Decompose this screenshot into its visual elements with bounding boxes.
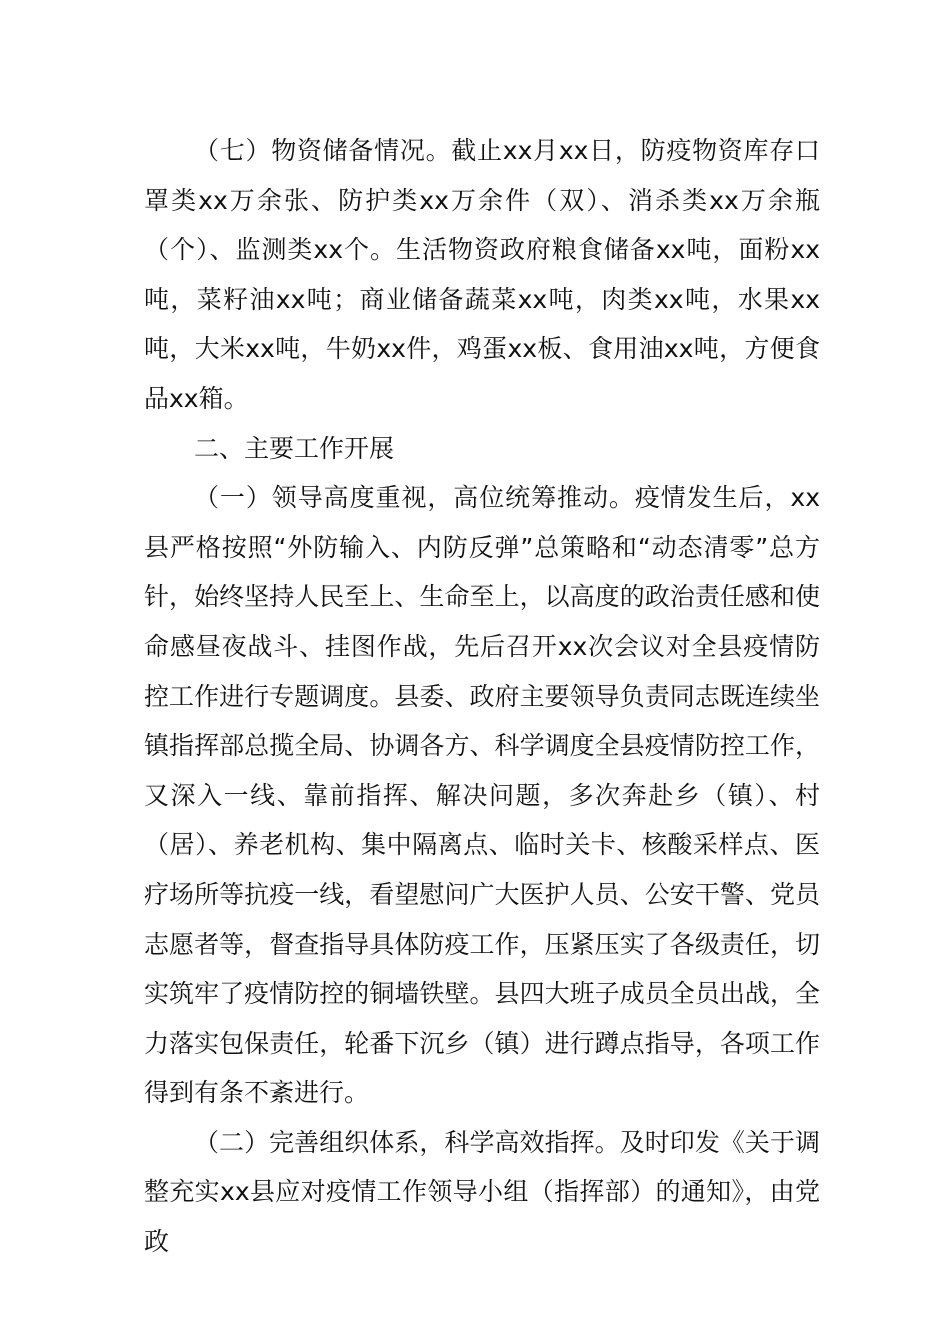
paragraph-material-reserves: （七）物资储备情况。截止xx月xx日，防疫物资库存口罩类xx万余张、防护类xx万余件（双）、消杀类xx万余瓶（个）、监测类xx个。生活物资政府粮食储备xx吨，面粉xx吨，菜籽油xx吨；商业储备蔬菜xx吨，肉类xx吨，水果xx吨，大米xx吨，牛奶xx件，鸡蛋xx板、食用油xx吨，方便食品xx箱。: [144, 136, 820, 413]
section-heading-main-work: 二、主要工作开展: [194, 433, 395, 463]
document-body: [144, 126, 820, 1267]
paragraph-leadership: （一）领导高度重视，高位统筹推动。疫情发生后，xx县严格按照“外防输入、内防反弹”总策略和“动态清零”总方针，始终坚持人民至上、生命至上，以高度的政治责任感和使命感昼夜战斗、挂图作战，先后召开xx次会议对全县疫情防控工作进行专题调度。县委、政府主要领导负责同志既连续坐镇指挥部总揽全局、协调各方、科学调度全县疫情防控工作，又深入一线、靠前指挥、解决问题，多次奔赴乡（镇）、村（居）、养老机构、集中隔离点、临时关卡、核酸采样点、医疗场所等抗疫一线，看望慰问广大医护人员、公安干警、党员志愿者等，督查指导具体防疫工作，压紧压实了各级责任，切实筑牢了疫情防控的铜墙铁壁。县四大班子成员全员出战，全力落实包保责任，轮番下沉乡（镇）进行蹲点指导，各项工作得到有条不紊进行。: [144, 483, 820, 1108]
paragraph-organization: （二）完善组织体系，科学高效指挥。及时印发《关于调整充实xx县应对疫情工作领导小组（指挥部）的通知》，由党政: [144, 1127, 820, 1257]
